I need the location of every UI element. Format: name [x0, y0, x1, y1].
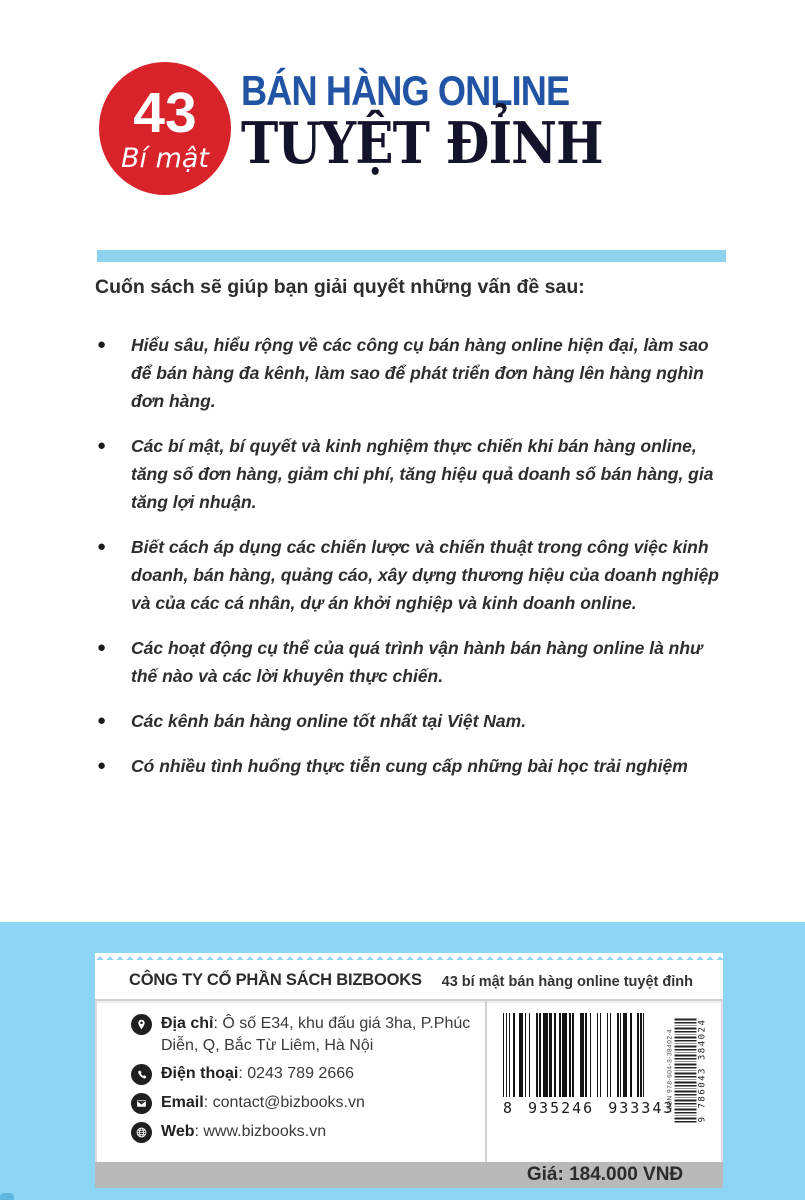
- panel-body: [95, 1001, 723, 1162]
- benefits-list: [95, 331, 723, 797]
- bullet-text: Biết cách áp dụng các chiến lược và chiến thuật trong công việc kinh doanh, bán hàng, quảng cáo, xây dựng thương hiệu của doanh nghiệp và của các cá nhân, dự án khởi nghiệp và kinh doanh online.: [131, 537, 719, 613]
- bullet-text: Các kênh bán hàng online tốt nhất tại Việt Nam.: [131, 711, 527, 731]
- panel-header: [95, 960, 723, 1001]
- blue-divider-bar: [97, 250, 726, 262]
- company-name: CÔNG TY CỔ PHẦN SÁCH BIZBOOKS: [129, 971, 422, 989]
- book-title-line1: BÁN HÀNG ONLINE: [241, 67, 570, 114]
- badge-number: 43: [133, 81, 197, 146]
- publisher-panel: [95, 960, 723, 1188]
- bullet-item: [95, 331, 723, 415]
- contact-row-web: [131, 1121, 477, 1143]
- bullet-item: [95, 707, 723, 735]
- isbn-rotated: [667, 1018, 708, 1122]
- contact-value: : contact@bizbooks.vn: [203, 1094, 365, 1112]
- intro-text: Cuốn sách sẽ giúp bạn giải quyết những vấn đề sau:: [95, 276, 585, 298]
- contact-row-phone: [131, 1063, 477, 1085]
- barcode-group1: 935246: [528, 1099, 595, 1117]
- secrets-count-badge: [99, 62, 231, 195]
- contact-text: [161, 1121, 326, 1143]
- contact-row-email: [131, 1092, 477, 1114]
- contact-label: Điện thoại: [161, 1065, 239, 1083]
- isbn-mini-barcode: [675, 1018, 697, 1122]
- bullet-text: Có nhiều tình huống thực tiễn cung cấp những bài học trải nghiệm: [131, 756, 688, 776]
- contact-label: Email: [161, 1094, 204, 1112]
- bullet-item: [95, 752, 723, 780]
- book-title-line2: TUYỆT ĐỈNH: [241, 110, 603, 177]
- price-bar: [95, 1162, 723, 1188]
- contact-row-address: [131, 1013, 477, 1056]
- badge-label: Bí mật: [120, 143, 210, 175]
- footer-book-title: 43 bí mật bán hàng online tuyệt đỉnh: [441, 974, 693, 990]
- bullet-item: [95, 432, 723, 516]
- zigzag-edge: [95, 953, 723, 960]
- price-label: Giá: 184.000 VNĐ: [526, 1164, 684, 1186]
- bullet-text: Các hoạt động cụ thể của quá trình vận hành bán hàng online là như thế nào và các lời khuyên thực chiến.: [131, 638, 703, 686]
- barcode-area: [487, 1001, 721, 1162]
- contact-info: [97, 1001, 485, 1162]
- isbn-number: 9 786043 384024: [697, 1018, 708, 1122]
- book-title: [241, 67, 652, 177]
- contact-text: [161, 1092, 365, 1114]
- email-icon: [131, 1093, 152, 1114]
- contact-value: : www.bizbooks.vn: [194, 1123, 327, 1141]
- barcode-box: [503, 1013, 711, 1125]
- bullet-item: [95, 533, 723, 617]
- phone-icon: [131, 1064, 152, 1085]
- contact-value: : Ô số E34, khu đấu giá 3ha, P.Phúc Diễn, Q, Bắc Từ Liêm, Hà Nội: [161, 1015, 471, 1054]
- isbn-label: ISBN 978-604-3-38402-4: [666, 1028, 674, 1112]
- web-icon: [131, 1122, 152, 1143]
- location-icon: [131, 1014, 152, 1035]
- contact-label: Địa chỉ: [161, 1015, 214, 1032]
- corner-accent: [0, 1193, 14, 1200]
- barcode-group2: 933343: [608, 1099, 675, 1117]
- contact-text: [161, 1013, 477, 1056]
- isbn-block: [659, 1018, 715, 1122]
- barcode-prefix: 8: [503, 1099, 515, 1117]
- bullet-item: [95, 634, 723, 690]
- bullet-text: Các bí mật, bí quyết và kinh nghiệm thực chiến khi bán hàng online, tăng số đơn hàng, giảm chi phí, tăng hiệu quả doanh số bán hàng, gia tăng lợi nhuận.: [131, 436, 714, 512]
- contact-value: : 0243 789 2666: [238, 1065, 355, 1083]
- contact-label: Web: [161, 1123, 195, 1141]
- contact-text: [161, 1063, 354, 1085]
- publisher-footer: [0, 922, 805, 1200]
- bullet-text: Hiểu sâu, hiểu rộng về các công cụ bán hàng online hiện đại, làm sao để bán hàng đa kênh, làm sao để phát triển đơn hàng lên hàng nghìn đơn hàng.: [131, 335, 709, 411]
